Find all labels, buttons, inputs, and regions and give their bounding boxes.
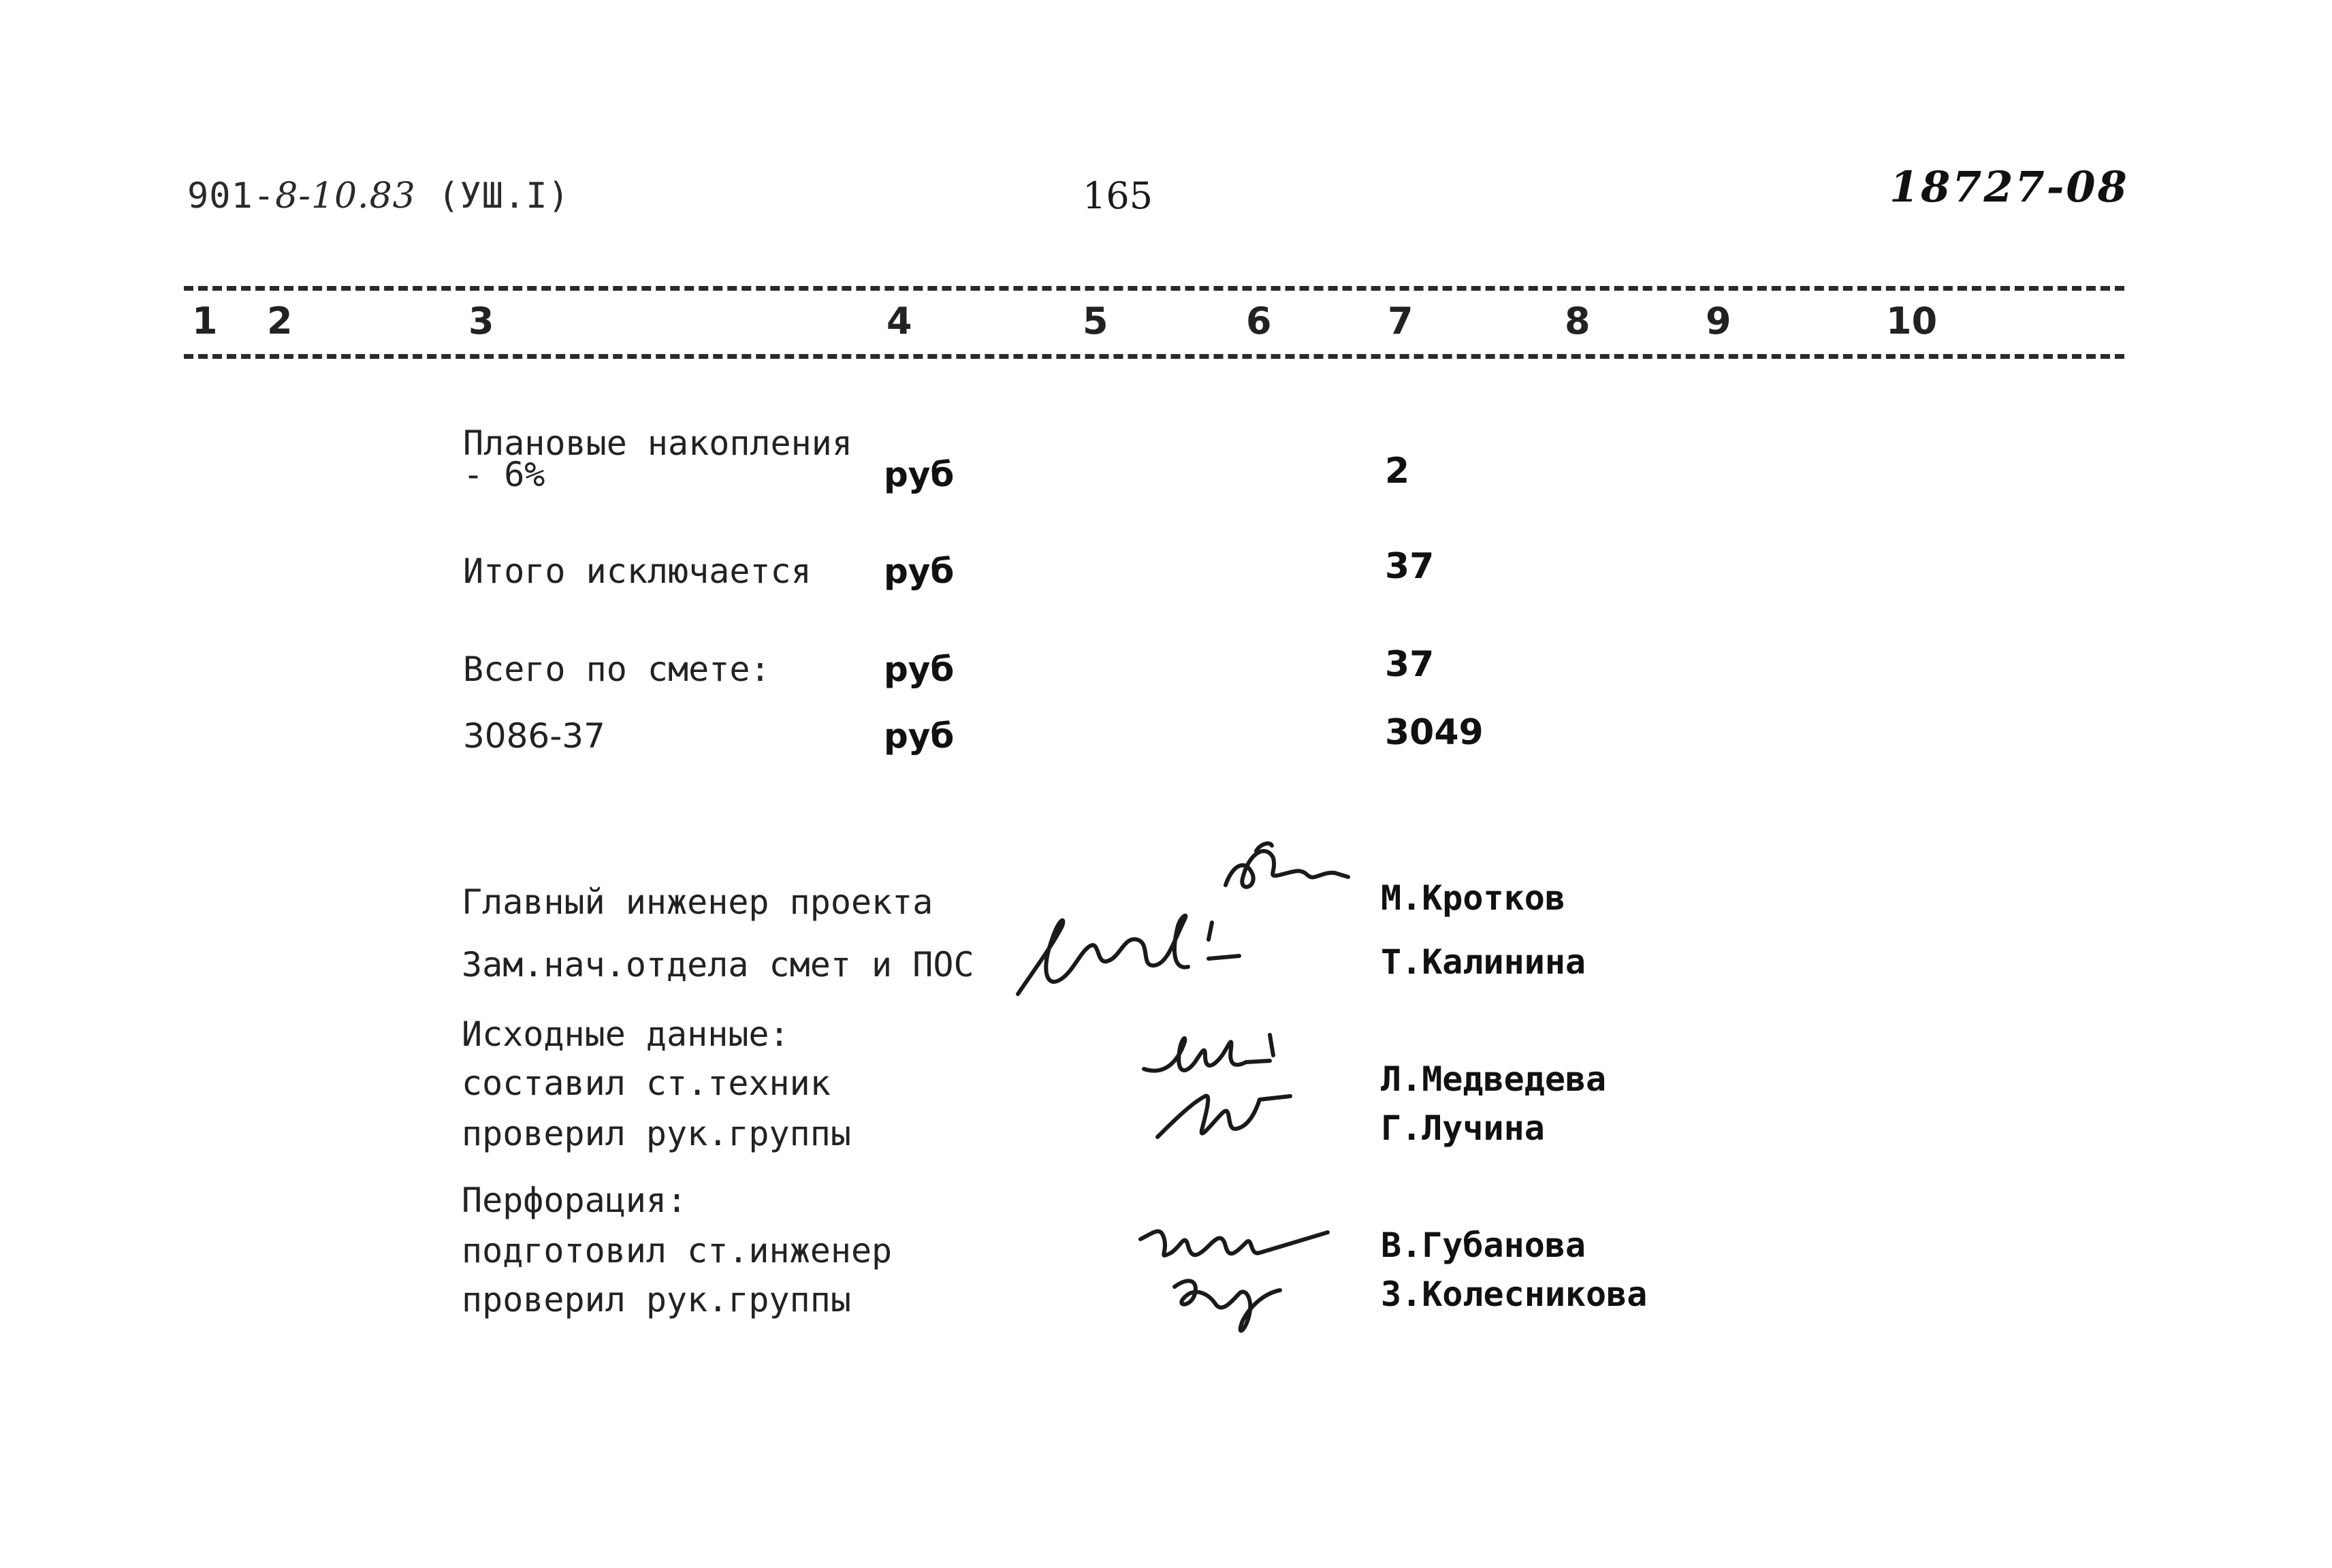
- section-heading: Перфорация:: [462, 1181, 688, 1220]
- column-number: 4: [887, 300, 912, 342]
- row-unit: руб: [884, 551, 955, 591]
- column-number: 1: [192, 300, 218, 342]
- signatory-name: Л.Медведева: [1381, 1059, 1607, 1099]
- row-label: Итого исключается: [463, 551, 812, 591]
- row-unit: руб: [884, 650, 955, 689]
- document-code-suffix: (УШ.I): [415, 176, 570, 217]
- row-value: 37: [1385, 546, 1435, 587]
- signatory-name: Т.Калинина: [1381, 942, 1586, 982]
- signatory-name: М.Кротков: [1381, 878, 1565, 918]
- signatory-name: В.Губанова: [1381, 1226, 1586, 1265]
- document-code-prefix: 901-: [187, 176, 276, 217]
- row-value: 2: [1385, 451, 1410, 492]
- row-value: 3049: [1385, 712, 1484, 753]
- signatory-title: составил ст.техник: [462, 1063, 831, 1103]
- signatory-title: Главный инженер проекта: [462, 882, 933, 922]
- document-code-handwritten: 8-10.83: [275, 176, 416, 217]
- column-number: 9: [1706, 300, 1731, 342]
- header-rule-bottom: [184, 354, 2124, 359]
- header-rule-top: [184, 286, 2124, 291]
- column-number: 3: [468, 300, 494, 342]
- column-number: 7: [1388, 300, 1413, 342]
- registration-number: 18727-08: [1889, 162, 2129, 212]
- column-number: 8: [1565, 300, 1591, 342]
- column-number: 5: [1083, 300, 1108, 342]
- row-label: Всего по смете:: [463, 650, 771, 689]
- handwritten-signature: [1004, 899, 1263, 1008]
- document-code: [187, 176, 570, 217]
- section-heading: Исходные данные:: [462, 1014, 790, 1054]
- signatory-title: Зам.нач.отдела смет и ПОС: [462, 945, 974, 985]
- handwritten-signature: [1137, 1021, 1314, 1157]
- signatory-title: подготовил ст.инженер: [462, 1231, 893, 1270]
- signatory-title: проверил рук.группы: [462, 1114, 851, 1153]
- row-value: 37: [1385, 644, 1435, 685]
- column-number: 10: [1886, 300, 1938, 342]
- column-number: 6: [1246, 300, 1272, 342]
- page-number: 165: [1083, 174, 1153, 217]
- row-label: 3086-37: [463, 716, 605, 756]
- row-unit: руб: [884, 716, 955, 756]
- row-label: - 6%: [463, 455, 545, 494]
- signatory-title: проверил рук.группы: [462, 1280, 851, 1319]
- handwritten-signature: [1134, 1212, 1338, 1348]
- signatory-name: Г.Лучина: [1381, 1108, 1545, 1148]
- column-number: 2: [267, 300, 293, 342]
- row-unit: руб: [884, 455, 955, 494]
- signatory-name: З.Колесникова: [1381, 1275, 1648, 1314]
- row-label: Плановые накопления: [463, 423, 852, 463]
